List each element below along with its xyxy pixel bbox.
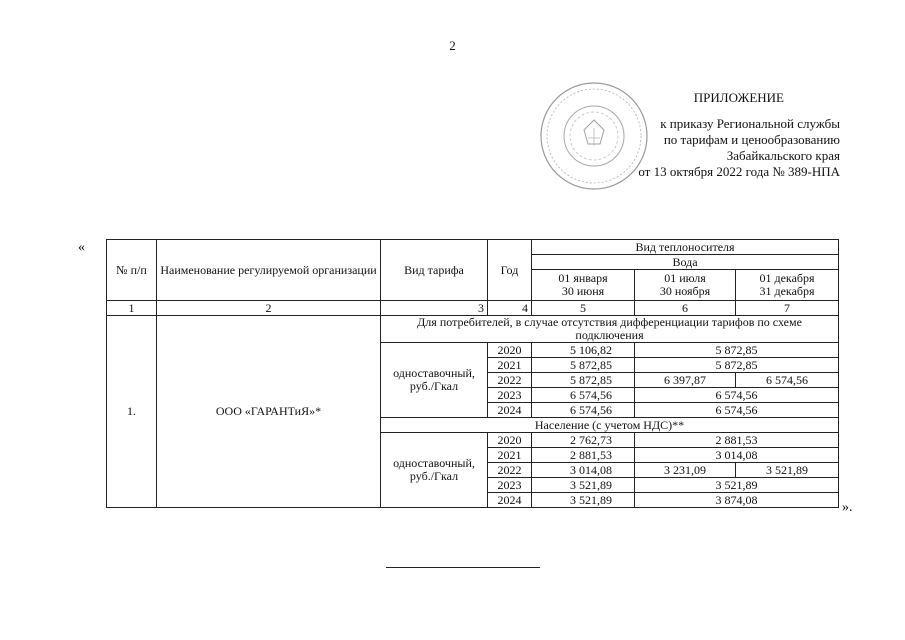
value-cell: 3 874,08 bbox=[635, 493, 839, 508]
value-cell: 3 521,89 bbox=[635, 478, 839, 493]
closing-quote: ». bbox=[842, 500, 853, 515]
col-number: 1 bbox=[107, 301, 157, 316]
col-number: 5 bbox=[532, 301, 635, 316]
appendix-line: Забайкальского края bbox=[726, 148, 840, 163]
value-cell: 6 574,56 bbox=[736, 373, 839, 388]
section-heading: Для потребителей, в случае отсутствия дифференциации тарифов по схеме подключения bbox=[381, 316, 839, 343]
tariff-label: одноставочный, руб./Гкал bbox=[381, 343, 488, 418]
appendix-line: к приказу Региональной службы bbox=[660, 116, 840, 131]
value-cell: 3 231,09 bbox=[635, 463, 736, 478]
value-cell: 6 574,56 bbox=[532, 403, 635, 418]
row-number: 1. bbox=[107, 316, 157, 508]
value-cell: 5 872,85 bbox=[635, 343, 839, 358]
appendix-line: от 13 октября 2022 года № 389-НПА bbox=[638, 164, 840, 179]
year-cell: 2024 bbox=[488, 493, 532, 508]
year-cell: 2021 bbox=[488, 358, 532, 373]
value-cell: 3 521,89 bbox=[736, 463, 839, 478]
header-water: Вода bbox=[532, 255, 839, 270]
section-heading: Население (с учетом НДС)** bbox=[381, 418, 839, 433]
organization-name: ООО «ГАРАНТиЯ»* bbox=[157, 316, 381, 508]
value-cell: 5 872,85 bbox=[532, 373, 635, 388]
value-cell: 3 014,08 bbox=[635, 448, 839, 463]
tariff-table bbox=[106, 239, 839, 508]
header-carrier: Вид теплоносителя bbox=[532, 240, 839, 255]
col-number: 3 bbox=[381, 301, 488, 316]
value-cell: 6 574,56 bbox=[532, 388, 635, 403]
footnote-divider bbox=[386, 567, 540, 568]
value-cell: 3 014,08 bbox=[532, 463, 635, 478]
year-cell: 2022 bbox=[488, 373, 532, 388]
year-cell: 2020 bbox=[488, 343, 532, 358]
value-cell: 2 881,53 bbox=[532, 448, 635, 463]
header-tariff-type: Вид тарифа bbox=[381, 240, 488, 301]
year-cell: 2022 bbox=[488, 463, 532, 478]
value-cell: 2 881,53 bbox=[635, 433, 839, 448]
opening-quote: « bbox=[78, 240, 85, 255]
year-cell: 2021 bbox=[488, 448, 532, 463]
value-cell: 5 872,85 bbox=[635, 358, 839, 373]
header-num: № п/п bbox=[107, 240, 157, 301]
col-number: 2 bbox=[157, 301, 381, 316]
header-period-1: 01 января 30 июня bbox=[532, 270, 635, 301]
year-cell: 2023 bbox=[488, 388, 532, 403]
tariff-label: одноставочный, руб./Гкал bbox=[381, 433, 488, 508]
header-period-2: 01 июля 30 ноября bbox=[635, 270, 736, 301]
appendix-line: по тарифам и ценообразованию bbox=[663, 132, 840, 147]
year-cell: 2024 bbox=[488, 403, 532, 418]
value-cell: 6 574,56 bbox=[635, 388, 839, 403]
column-number-row bbox=[107, 301, 839, 316]
col-number: 6 bbox=[635, 301, 736, 316]
header-org: Наименование регулируемой организации bbox=[157, 240, 381, 301]
col-number: 4 bbox=[488, 301, 532, 316]
appendix-header bbox=[600, 90, 840, 180]
value-cell: 5 872,85 bbox=[532, 358, 635, 373]
header-period-3: 01 декабря 31 декабря bbox=[736, 270, 839, 301]
value-cell: 2 762,73 bbox=[532, 433, 635, 448]
value-cell: 6 574,56 bbox=[635, 403, 839, 418]
value-cell: 6 397,87 bbox=[635, 373, 736, 388]
appendix-title: ПРИЛОЖЕНИЕ bbox=[693, 90, 784, 105]
year-cell: 2023 bbox=[488, 478, 532, 493]
page-number: 2 bbox=[449, 38, 456, 53]
value-cell: 3 521,89 bbox=[532, 493, 635, 508]
year-cell: 2020 bbox=[488, 433, 532, 448]
header-year: Год bbox=[488, 240, 532, 301]
col-number: 7 bbox=[736, 301, 839, 316]
value-cell: 5 106,82 bbox=[532, 343, 635, 358]
value-cell: 3 521,89 bbox=[532, 478, 635, 493]
